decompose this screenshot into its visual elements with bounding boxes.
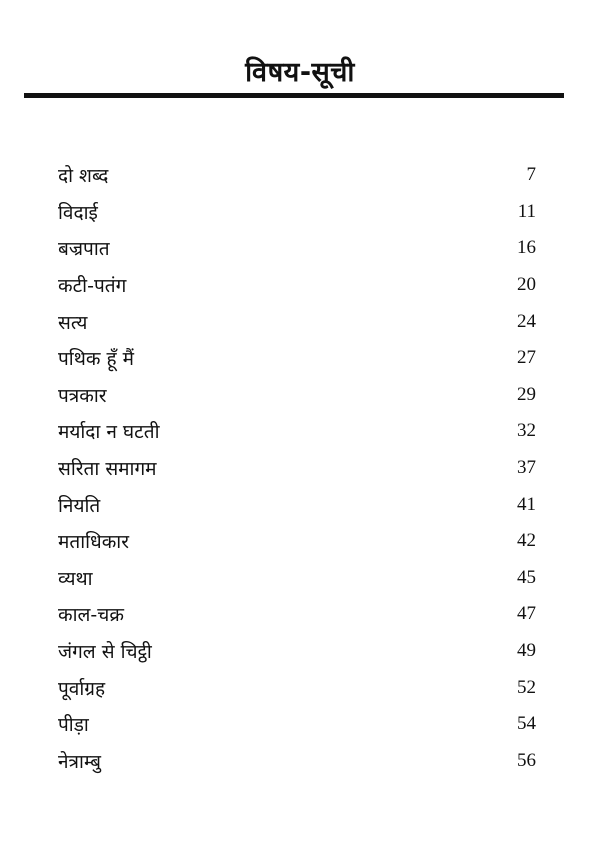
toc-entry: [58, 340, 536, 377]
toc-entry: [58, 194, 536, 231]
toc-entry-page: 56: [517, 749, 536, 771]
toc-entry-title: सत्य: [58, 311, 88, 334]
toc-entry: [58, 450, 536, 487]
toc-entry-title: काल-चक्र: [58, 604, 124, 627]
title-underline: [24, 93, 564, 98]
toc-entry-title: जंगल से चिट्ठी: [58, 641, 152, 664]
toc-entry: [58, 669, 536, 706]
toc-entry-page: 45: [517, 566, 536, 588]
toc-entry-page: 32: [517, 420, 536, 442]
toc-entry-title: नियति: [58, 494, 101, 517]
toc-entry-page: 52: [517, 676, 536, 698]
toc-entry-title: पथिक हूँ मैं: [58, 348, 134, 371]
toc-entry: [58, 706, 536, 743]
toc-entry: [58, 486, 536, 523]
toc-entry-title: व्यथा: [58, 567, 93, 590]
toc-entry: [58, 230, 536, 267]
page-title: विषय-सूची: [245, 57, 355, 88]
toc-entry: [58, 303, 536, 340]
toc-entry-page: 49: [517, 640, 536, 662]
toc-entry-title: पूर्वाग्रह: [58, 677, 106, 700]
toc-entry-page: 41: [517, 493, 536, 515]
toc-entry-page: 16: [517, 237, 536, 259]
toc-entry-page: 54: [517, 713, 536, 735]
toc-entry-title: पत्रकार: [58, 384, 107, 407]
toc-entry: [58, 377, 536, 414]
toc-entry-page: 47: [517, 603, 536, 625]
toc-entry: [58, 633, 536, 670]
toc-entry-page: 29: [517, 383, 536, 405]
toc-entry-title: नेत्राम्बु: [58, 750, 101, 773]
toc-entry: [58, 743, 536, 780]
table-of-contents: [58, 157, 536, 779]
toc-entry: [58, 596, 536, 633]
toc-entry: [58, 413, 536, 450]
toc-entry-title: दो शब्द: [58, 165, 109, 188]
toc-entry: [58, 523, 536, 560]
toc-entry: [58, 560, 536, 597]
toc-entry-title: मताधिकार: [58, 531, 130, 554]
toc-entry: [58, 267, 536, 304]
toc-entry-page: 27: [517, 347, 536, 369]
toc-entry-title: पीड़ा: [58, 714, 89, 737]
toc-entry-page: 20: [517, 274, 536, 296]
toc-entry-page: 42: [517, 530, 536, 552]
toc-entry-title: बज्रपात: [58, 238, 110, 261]
toc-entry-title: सरिता समागम: [58, 458, 157, 481]
toc-entry-title: मर्यादा न घटती: [58, 421, 160, 444]
toc-entry-title: विदाई: [58, 201, 98, 224]
toc-entry-page: 37: [517, 457, 536, 479]
toc-entry: [58, 157, 536, 194]
toc-entry-page: 7: [526, 164, 536, 186]
toc-entry-page: 11: [517, 200, 536, 222]
toc-entry-page: 24: [517, 310, 536, 332]
toc-entry-title: कटी-पतंग: [58, 275, 127, 298]
